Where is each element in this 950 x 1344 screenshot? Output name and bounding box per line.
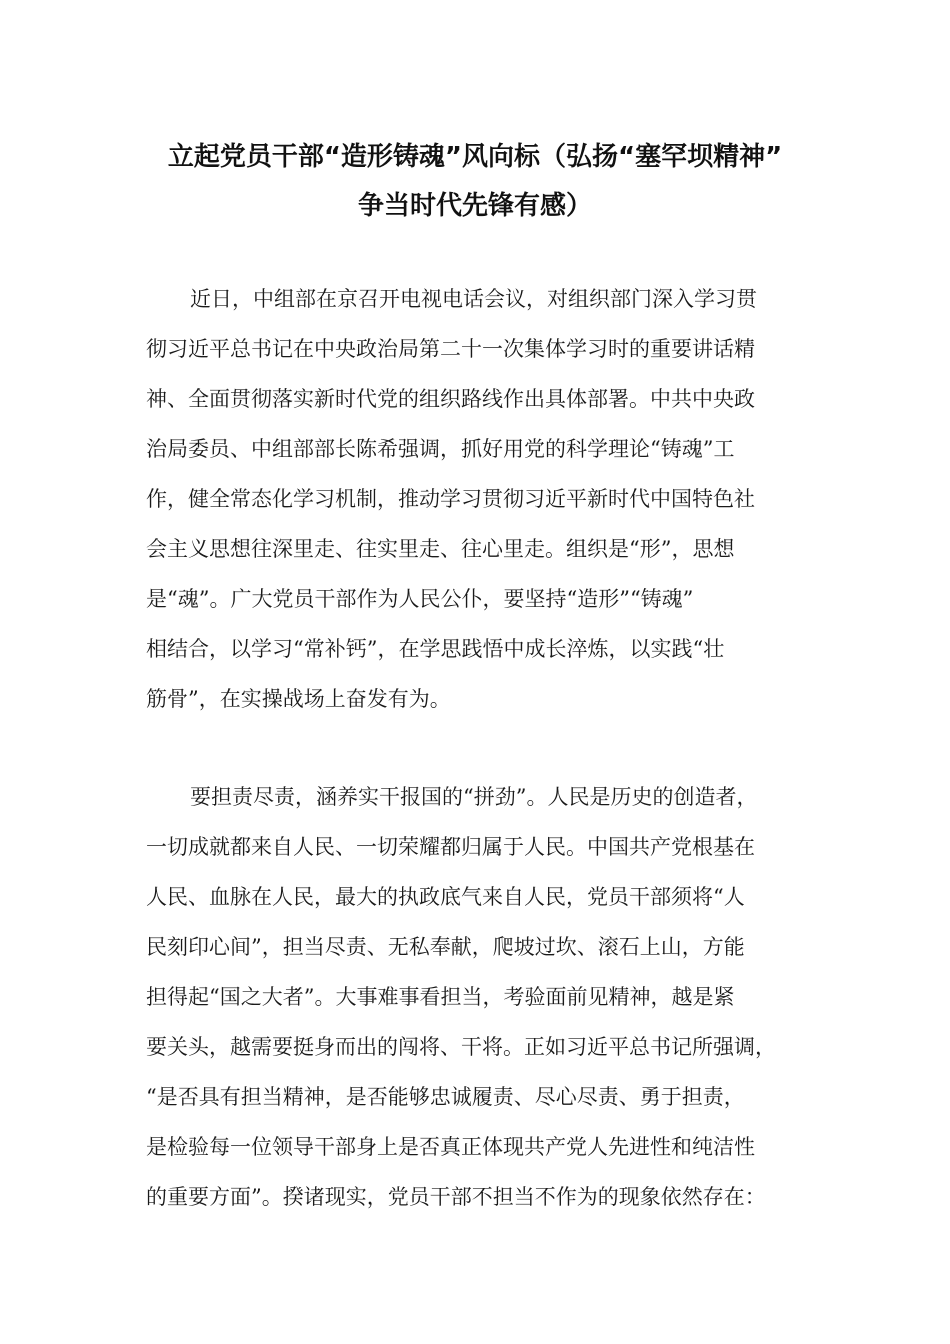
paragraph-line: 是检验每一位领导干部身上是否真正体现共产党人先进性和纯洁性 bbox=[146, 1135, 755, 1159]
paragraph-line: 神、全面贯彻落实新时代党的组织路线作出具体部署。中共中央政 bbox=[146, 387, 755, 411]
paragraph-line: 彻习近平总书记在中央政治局第二十一次集体学习时的重要讲话精 bbox=[146, 337, 755, 361]
paragraph-line: 筋骨”，在实操战场上奋发有为。 bbox=[146, 687, 451, 711]
paragraph-line: 相结合，以学习“常补钙”，在学思践悟中成长淬炼，以实践“壮 bbox=[146, 637, 725, 661]
paragraph-line: 的重要方面”。揆诸现实，党员干部不担当不作为的现象依然存在： bbox=[146, 1185, 766, 1209]
paragraph-line: 要担责尽责，涵养实干报国的“拼劲”。人民是历史的创造者， bbox=[190, 785, 758, 809]
paragraph-line: 作，健全常态化学习机制，推动学习贯彻习近平新时代中国特色社 bbox=[146, 487, 755, 511]
document-title-line-1: 立起党员干部“造形铸魂”风向标（弘扬“塞罕坝精神” bbox=[167, 142, 783, 172]
paragraph-line: 要关头，越需要挺身而出的闯将、干将。正如习近平总书记所强调， bbox=[146, 1035, 776, 1059]
paragraph-line: 人民、血脉在人民，最大的执政底气来自人民，党员干部须将“人 bbox=[146, 885, 745, 909]
paragraph-line: “是否具有担当精神，是否能够忠诚履责、尽心尽责、勇于担责， bbox=[146, 1085, 745, 1109]
paragraph-line: 会主义思想往深里走、往实里走、往心里走。组织是“形”，思想 bbox=[146, 537, 735, 561]
paragraph-line: 一切成就都来自人民、一切荣耀都归属于人民。中国共产党根基在 bbox=[146, 835, 755, 859]
document-title-line-2: 争当时代先锋有感） bbox=[357, 191, 592, 221]
paragraph-line: 治局委员、中组部部长陈希强调，抓好用党的科学理论“铸魂”工 bbox=[146, 437, 735, 461]
paragraph-line: 民刻印心间”，担当尽责、无私奉献，爬坡过坎、滚石上山，方能 bbox=[146, 935, 745, 959]
paragraph-line: 近日，中组部在京召开电视电话会议，对组织部门深入学习贯 bbox=[190, 287, 757, 311]
paragraph-line: 是“魂”。广大党员干部作为人民公仆，要坚持“造形”“铸魂” bbox=[146, 587, 694, 611]
paragraph-line: 担得起“国之大者”。大事难事看担当，考验面前见精神，越是紧 bbox=[146, 985, 735, 1009]
